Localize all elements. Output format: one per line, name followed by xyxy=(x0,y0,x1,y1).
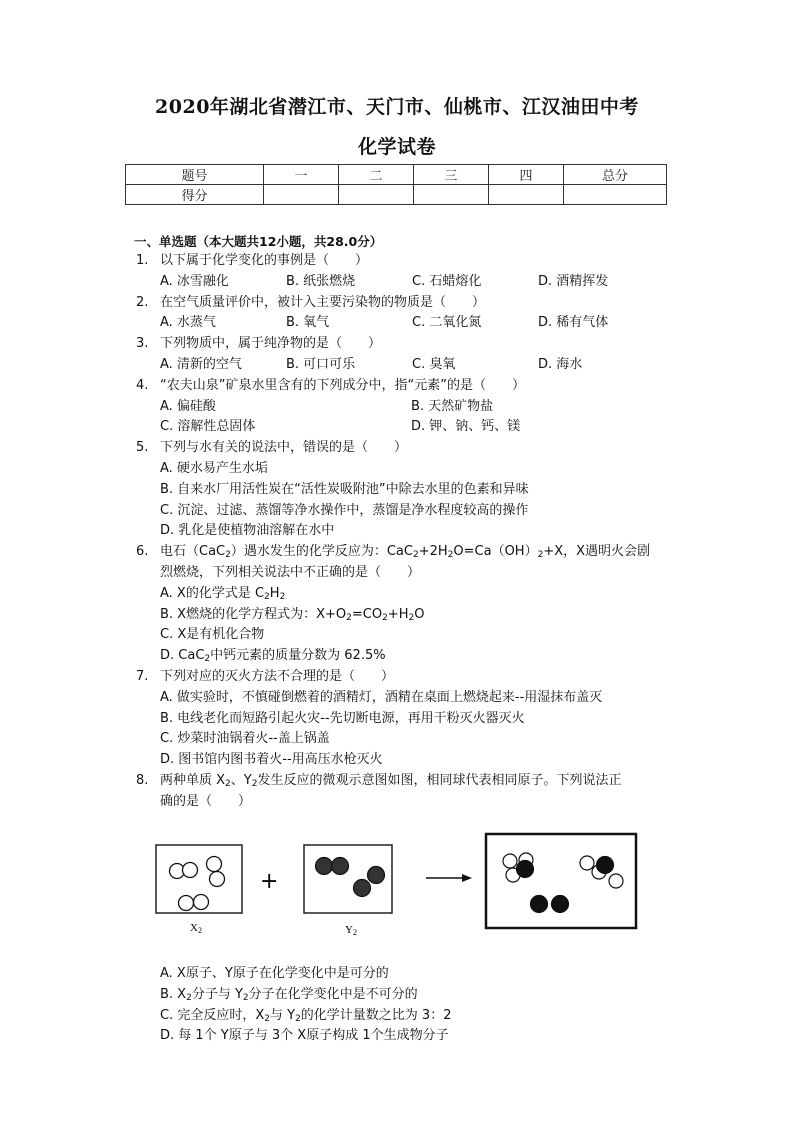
option-c: C. X是有机化合物 xyxy=(160,627,265,643)
option-a: A. 清新的空气 xyxy=(160,356,242,372)
option-b: B. 电线老化而短路引起火灾--先切断电源，再用干粉灭火器灭火 xyxy=(160,710,525,726)
page-subtitle: 化学试卷 xyxy=(357,136,436,158)
reaction-diagram xyxy=(150,828,640,938)
question-number: 1. xyxy=(136,253,149,268)
score-table-score-row xyxy=(126,185,667,205)
score-header-1: 一 xyxy=(264,165,339,185)
question-number: 8. xyxy=(136,772,149,788)
option-a: A. 冰雪融化 xyxy=(160,273,229,289)
option-c: C. 溶解性总固体 xyxy=(160,419,256,435)
option-b: B. 氧气 xyxy=(286,315,330,331)
option-d: D. 乳化是使植物油溶解在水中 xyxy=(160,523,335,539)
option-b: B. 可口可乐 xyxy=(286,356,356,372)
score-header-label: 题号 xyxy=(126,165,264,185)
question-4-options-row2 xyxy=(136,417,696,438)
question-stem: 以下属于化学变化的事例是（ ） xyxy=(160,253,369,268)
question-stem: 下列与水有关的说法中，错误的是（ ） xyxy=(160,440,408,456)
question-number: 6. xyxy=(136,544,149,560)
option-c: C. 二氧化氮 xyxy=(412,315,482,331)
option-b: B. $X_2$分子与 $Y_2$分子在化学变化中是不可分的 xyxy=(160,986,418,1003)
option-a: A. 偏硅酸 xyxy=(160,398,216,414)
option-a: A. 水蒸气 xyxy=(160,315,216,331)
question-stem: 在空气质量评价中，被计入主要污染物的物质是（ ） xyxy=(160,294,486,310)
option-c: C. 完全反应时，$X_2$与 $Y_2$的化学计量数之比为 3：2 xyxy=(160,1007,452,1024)
score-cell-2[interactable] xyxy=(339,185,414,205)
question-4 xyxy=(136,376,696,397)
option-d: D. 酒精挥发 xyxy=(538,273,609,289)
option-a: A. 做实验时，不慎碰倒燃着的酒精灯，酒精在桌面上燃烧起来--用湿抹布盖灭 xyxy=(160,689,603,705)
option-c: C. 沉淀、过滤、蒸馏等净水操作中，蒸馏是净水程度较高的操作 xyxy=(160,502,529,518)
question-stem: 电石（CaC$_2$）遇水发生的化学反应为：$CaC_2+2H_2O=Ca(OH)_2+X$，X遇明火会剧 xyxy=(160,544,651,561)
x-atom xyxy=(207,857,222,872)
option-d: D. 海水 xyxy=(538,356,583,372)
question-number: 7. xyxy=(136,668,149,684)
score-header-4: 四 xyxy=(489,165,564,185)
x-atom xyxy=(183,863,198,878)
score-table xyxy=(125,164,667,205)
question-1 xyxy=(136,251,696,272)
y-atom xyxy=(316,858,333,875)
label-x2: X2 xyxy=(190,922,202,935)
question-8-options xyxy=(136,964,696,1047)
option-c: C. 臭氧 xyxy=(412,356,456,372)
option-b: B. X燃烧的化学方程式为：$X+O_2=CO_2+H_2O$ xyxy=(160,606,425,623)
question-4-options-row1 xyxy=(136,397,696,418)
option-d: D. CaC$_2$中钙元素的质量分数为 62.5% xyxy=(160,648,386,665)
score-row-label: 得分 xyxy=(126,185,264,205)
option-d: D. 每 1个 Y原子与 3个 X原子构成 1个生成物分子 xyxy=(160,1028,449,1044)
score-cell-1[interactable] xyxy=(264,185,339,205)
question-stem: “农夫山泉”矿泉水里含有的下列成分中，指“元素”的是（ ） xyxy=(160,377,525,393)
option-a: A. X的化学式是 $C_2H_2$ xyxy=(160,585,286,602)
option-b: B. 纸张燃烧 xyxy=(286,273,356,289)
x-atom xyxy=(210,872,225,887)
question-1-options xyxy=(136,272,696,293)
question-6 xyxy=(136,542,696,563)
question-8 xyxy=(136,771,696,792)
y-atom xyxy=(354,880,371,897)
score-header-2: 二 xyxy=(339,165,414,185)
option-d: D. 稀有气体 xyxy=(538,315,609,331)
question-stem-cont: 确的是（ ） xyxy=(160,793,252,809)
question-stem: 下列物质中，属于纯净物的是（ ） xyxy=(160,336,382,352)
question-3 xyxy=(136,334,696,355)
option-c: C. 石蜡熔化 xyxy=(412,273,482,289)
plus-sign: + xyxy=(260,869,279,894)
question-list xyxy=(136,251,696,813)
option-d: D. 图书馆内图书着火--用高压水枪灭火 xyxy=(160,752,383,768)
question-stem: 下列对应的灭火方法不合理的是（ ） xyxy=(160,668,395,684)
question-stem-cont: 烈燃烧，下列相关说法中不正确的是（ ） xyxy=(160,564,421,580)
question-number: 5. xyxy=(136,440,149,456)
option-d: D. 钾、钠、钙、镁 xyxy=(411,419,521,435)
option-a: A. X原子、Y原子在化学变化中是可分的 xyxy=(160,966,389,981)
label-y2: Y2 xyxy=(345,924,357,937)
x-atom xyxy=(179,896,194,911)
y-atom xyxy=(368,867,385,884)
question-5 xyxy=(136,438,696,459)
section-heading: 一、单选题（本大题共12小题，共28.0分） xyxy=(134,234,383,249)
question-number: 2. xyxy=(136,294,149,310)
question-7 xyxy=(136,667,696,688)
score-cell-4[interactable] xyxy=(489,185,564,205)
arrow-head xyxy=(462,874,472,882)
question-number: 3. xyxy=(136,336,149,352)
question-stem: 两种单质 $X_2$、$Y_2$发生反应的微观示意图如图，相同球代表相同原子。下列说法正 xyxy=(160,772,622,789)
x-atom xyxy=(194,895,209,910)
question-2-options xyxy=(136,313,696,334)
question-3-options xyxy=(136,355,696,376)
question-number: 4. xyxy=(136,377,149,393)
page-title: 2020年湖北省潜江市、天门市、仙桃市、江汉油田中考 xyxy=(155,96,639,118)
question-2 xyxy=(136,293,696,314)
score-header-3: 三 xyxy=(414,165,489,185)
y-atom xyxy=(332,858,349,875)
option-a: A. 硬水易产生水垢 xyxy=(160,460,268,476)
score-cell-3[interactable] xyxy=(414,185,489,205)
option-c: C. 炒菜时油锅着火--盖上锅盖 xyxy=(160,731,330,747)
score-header-total: 总分 xyxy=(564,165,667,185)
option-b: B. 天然矿物盐 xyxy=(411,398,494,414)
score-table-header-row xyxy=(126,165,667,185)
option-b: B. 自来水厂用活性炭在“活性炭吸附池”中除去水里的色素和异味 xyxy=(160,481,529,497)
score-cell-total[interactable] xyxy=(564,185,667,205)
